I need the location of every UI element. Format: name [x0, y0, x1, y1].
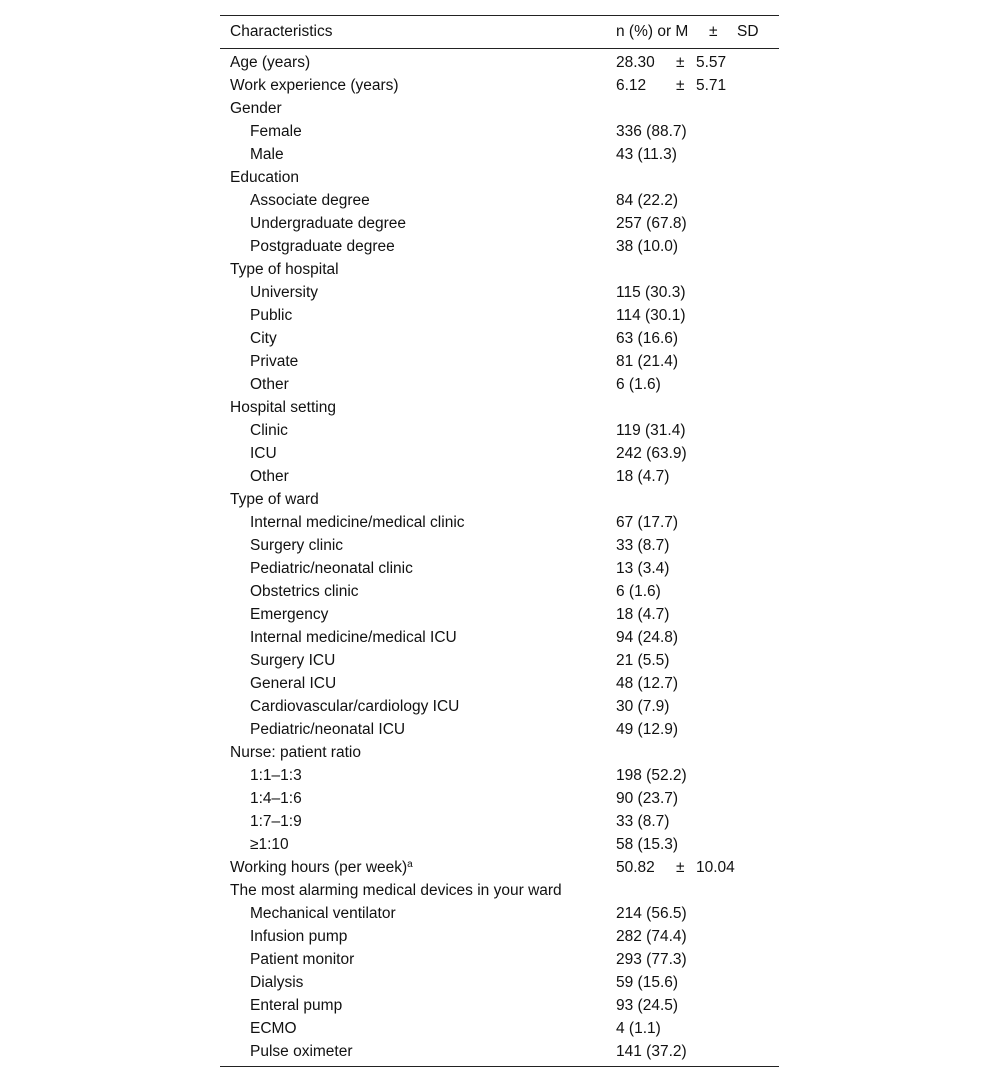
sd-value: 5.71	[696, 77, 727, 94]
table-row	[220, 281, 779, 304]
row-value: 38 (10.0)	[616, 238, 679, 255]
row-label: Clinic	[250, 422, 288, 439]
plus-minus-sign: ±	[676, 54, 685, 71]
characteristics-table	[220, 15, 779, 1067]
row-value: 84 (22.2)	[616, 192, 679, 209]
group-heading-nurse-ratio	[220, 741, 779, 764]
row-label: Pediatric/neonatal ICU	[250, 721, 406, 738]
table-row	[220, 1040, 779, 1063]
row-label: Pulse oximeter	[250, 1043, 353, 1060]
table-row	[220, 787, 779, 810]
table-header-row	[220, 16, 779, 48]
mean-value: 6.12	[616, 77, 647, 94]
row-value: 90 (23.7)	[616, 790, 679, 807]
row-label: Work experience (years)	[230, 77, 399, 94]
row-label: Internal medicine/medical ICU	[250, 629, 457, 646]
row-value: 49 (12.9)	[616, 721, 679, 738]
row-value: 119 (31.4)	[616, 422, 686, 439]
row-age	[220, 51, 779, 74]
row-value: 6 (1.6)	[616, 583, 661, 600]
row-label: Emergency	[250, 606, 329, 623]
row-label: Postgraduate degree	[250, 238, 395, 255]
row-value: 30 (7.9)	[616, 698, 670, 715]
table-row	[220, 235, 779, 258]
row-label: University	[250, 284, 319, 301]
group-title: Type of ward	[230, 491, 319, 508]
row-value: 141 (37.2)	[616, 1043, 687, 1060]
table-row	[220, 925, 779, 948]
row-value: 58 (15.3)	[616, 836, 679, 853]
header-stat: n (%) or M	[616, 23, 689, 40]
header-plus-minus: ±	[709, 23, 718, 40]
row-label: Age (years)	[230, 54, 311, 71]
table-row	[220, 810, 779, 833]
plus-minus-sign: ±	[676, 77, 685, 94]
table-row	[220, 304, 779, 327]
table-row	[220, 557, 779, 580]
row-label: ECMO	[250, 1020, 297, 1037]
table-row	[220, 626, 779, 649]
row-work-experience	[220, 74, 779, 97]
row-label: 1:7–1:9	[250, 813, 302, 830]
group-title: The most alarming medical devices in your ward	[230, 882, 562, 899]
row-value: 198 (52.2)	[616, 767, 687, 784]
row-value: 114 (30.1)	[616, 307, 686, 324]
row-value: 4 (1.1)	[616, 1020, 661, 1037]
row-value: 115 (30.3)	[616, 284, 686, 301]
table-row	[220, 327, 779, 350]
group-title: Type of hospital	[230, 261, 339, 278]
row-value: 59 (15.6)	[616, 974, 679, 991]
row-label: Male	[250, 146, 284, 163]
row-label: 1:4–1:6	[250, 790, 302, 807]
row-value: 242 (63.9)	[616, 445, 687, 462]
sd-value: 10.04	[696, 859, 735, 876]
table-row	[220, 603, 779, 626]
group-title: Hospital setting	[230, 399, 336, 416]
row-label: Dialysis	[250, 974, 304, 991]
row-value: 13 (3.4)	[616, 560, 670, 577]
table-row	[220, 534, 779, 557]
row-label: Other	[250, 376, 289, 393]
row-label: Undergraduate degree	[250, 215, 406, 232]
header-characteristics: Characteristics	[230, 23, 333, 40]
table-row	[220, 511, 779, 534]
row-label: Pediatric/neonatal clinic	[250, 560, 413, 577]
mean-value: 50.82	[616, 859, 655, 876]
row-value: 33 (8.7)	[616, 537, 670, 554]
plus-minus-sign: ±	[676, 859, 685, 876]
table-row	[220, 695, 779, 718]
group-heading-education	[220, 166, 779, 189]
row-value: 81 (21.4)	[616, 353, 679, 370]
row-label: General ICU	[250, 675, 337, 692]
bottom-rule	[220, 1066, 779, 1067]
row-value: 257 (67.8)	[616, 215, 687, 232]
row-value: 282 (74.4)	[616, 928, 687, 945]
table-row	[220, 672, 779, 695]
row-label: Other	[250, 468, 289, 485]
group-title: Education	[230, 169, 299, 186]
row-value: 67 (17.7)	[616, 514, 679, 531]
row-label: ≥1:10	[250, 836, 289, 853]
row-label: 1:1–1:3	[250, 767, 302, 784]
group-title: Nurse: patient ratio	[230, 744, 361, 761]
table-row	[220, 994, 779, 1017]
row-value: 43 (11.3)	[616, 146, 677, 163]
row-label: Infusion pump	[250, 928, 348, 945]
table-row	[220, 350, 779, 373]
group-heading-hospital-setting	[220, 396, 779, 419]
group-heading-gender	[220, 97, 779, 120]
table-row	[220, 971, 779, 994]
row-label: Enteral pump	[250, 997, 343, 1014]
table-row	[220, 902, 779, 925]
sd-value: 5.57	[696, 54, 727, 71]
table-row	[220, 580, 779, 603]
table-row	[220, 442, 779, 465]
header-sd: SD	[737, 23, 759, 40]
row-label: Public	[250, 307, 293, 324]
table-row	[220, 718, 779, 741]
table-row	[220, 833, 779, 856]
row-label: City	[250, 330, 277, 347]
table-row	[220, 189, 779, 212]
table-row	[220, 948, 779, 971]
footnote-marker: a	[407, 859, 413, 870]
row-label: Associate degree	[250, 192, 370, 209]
row-label: ICU	[250, 445, 277, 462]
table-row	[220, 212, 779, 235]
table-row	[220, 143, 779, 166]
row-label: Patient monitor	[250, 951, 355, 968]
row-value: 94 (24.8)	[616, 629, 679, 646]
table-row	[220, 373, 779, 396]
table-row	[220, 1017, 779, 1040]
row-label: Surgery ICU	[250, 652, 336, 669]
row-label: Obstetrics clinic	[250, 583, 359, 600]
table-row	[220, 120, 779, 143]
row-label	[230, 856, 413, 879]
row-value: 93 (24.5)	[616, 997, 679, 1014]
row-label: Cardiovascular/cardiology ICU	[250, 698, 460, 715]
group-heading-devices	[220, 879, 779, 902]
table-row	[220, 649, 779, 672]
row-value: 63 (16.6)	[616, 330, 679, 347]
row-value: 18 (4.7)	[616, 468, 670, 485]
row-value: 293 (77.3)	[616, 951, 687, 968]
table-row	[220, 465, 779, 488]
group-heading-hospital-type	[220, 258, 779, 281]
table-row	[220, 764, 779, 787]
row-value: 21 (5.5)	[616, 652, 670, 669]
table-body	[220, 49, 779, 1066]
row-label: Mechanical ventilator	[250, 905, 396, 922]
row-working-hours	[220, 856, 779, 879]
table-row	[220, 419, 779, 442]
row-label: Private	[250, 353, 299, 370]
mean-value: 28.30	[616, 54, 655, 71]
row-label: Internal medicine/medical clinic	[250, 514, 465, 531]
row-value: 336 (88.7)	[616, 123, 687, 140]
group-heading-ward-type	[220, 488, 779, 511]
row-label: Surgery clinic	[250, 537, 344, 554]
group-title: Gender	[230, 100, 282, 117]
row-value: 48 (12.7)	[616, 675, 679, 692]
row-value: 6 (1.6)	[616, 376, 661, 393]
row-label-text: Working hours (per week)	[230, 859, 408, 876]
row-value: 33 (8.7)	[616, 813, 670, 830]
row-label: Female	[250, 123, 302, 140]
row-value: 214 (56.5)	[616, 905, 687, 922]
row-value: 18 (4.7)	[616, 606, 670, 623]
